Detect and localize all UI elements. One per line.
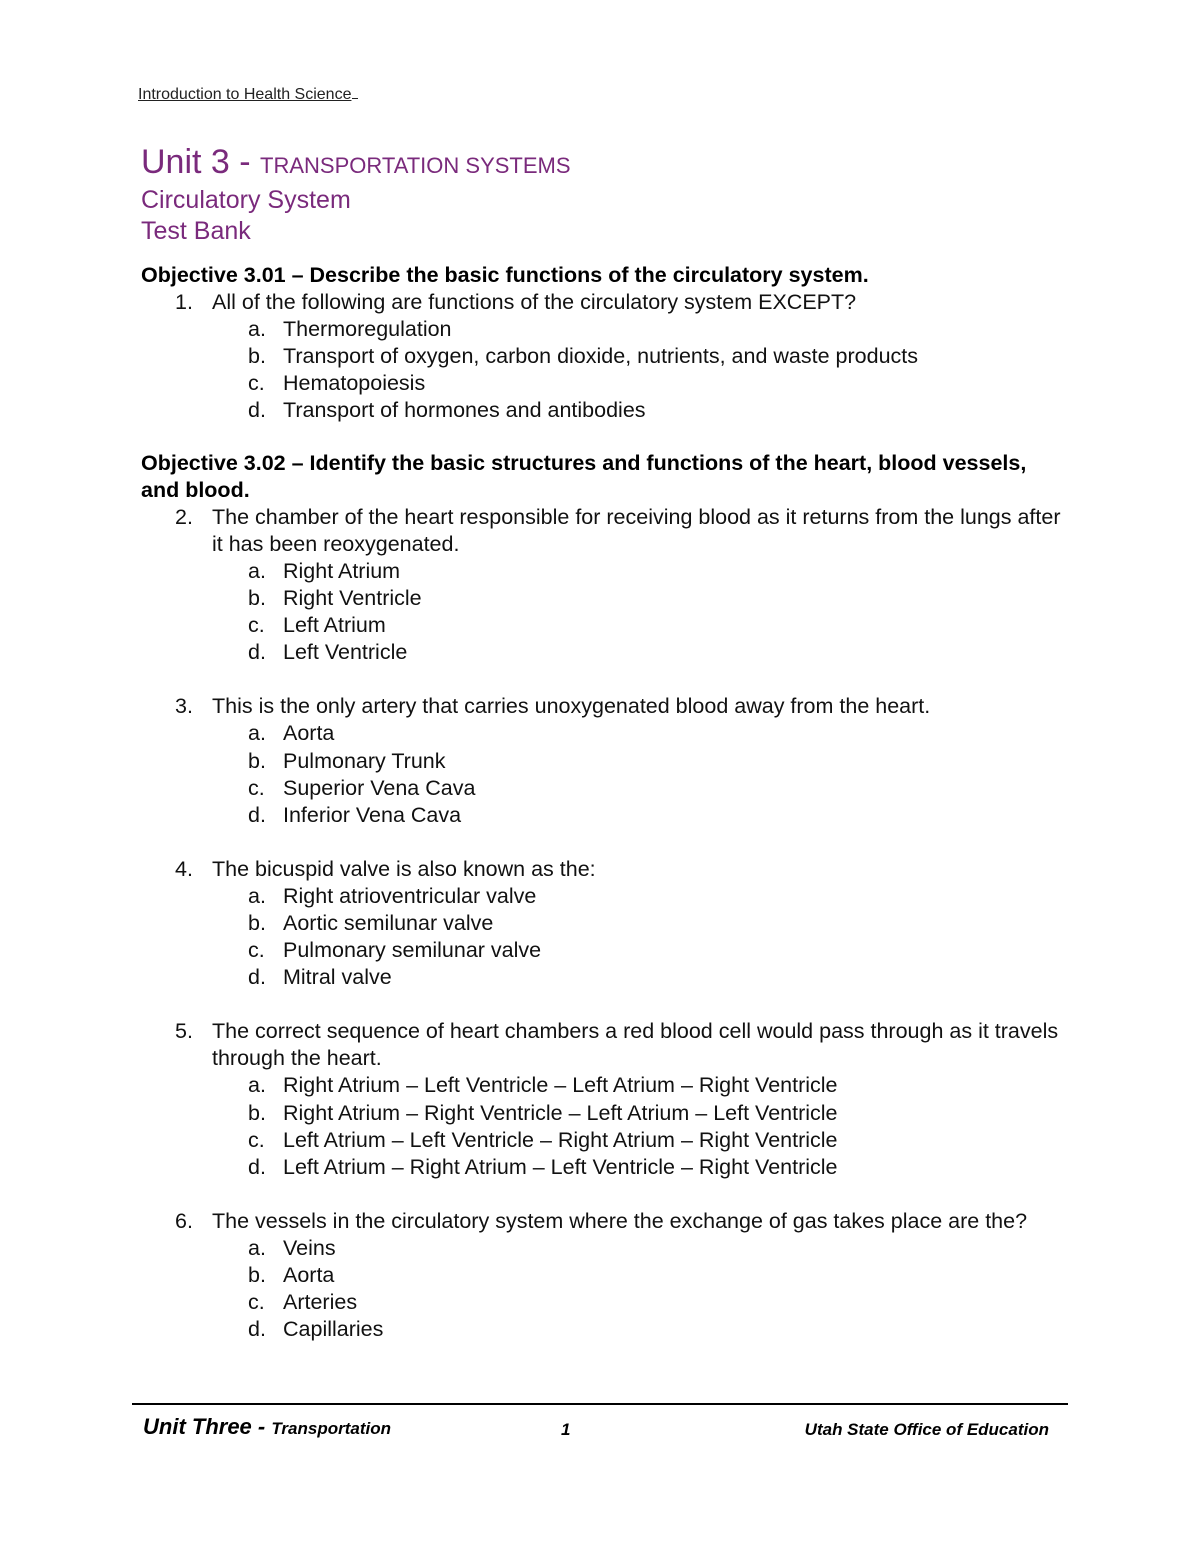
answer-options (212, 1235, 1061, 1343)
option-text: Left Ventricle (283, 640, 408, 665)
footer-divider (132, 1403, 1068, 1405)
answer-option (212, 612, 1061, 639)
answer-option (212, 1154, 1061, 1181)
option-text: Aorta (283, 721, 335, 746)
answer-option (212, 910, 1061, 937)
answer-option (212, 1262, 1061, 1289)
answer-options (212, 558, 1061, 666)
option-text: Aorta (283, 1263, 335, 1287)
option-text: Arteries (283, 1290, 358, 1315)
question (141, 1018, 1061, 1181)
footer-unit-sub: Transportation (271, 1419, 391, 1438)
answer-option (212, 775, 1061, 802)
page-number: 1 (561, 1420, 571, 1439)
answer-option (212, 585, 1061, 612)
footer-unit-name: Unit Three - (143, 1414, 272, 1439)
question (141, 1208, 1061, 1343)
option-letter: b. (248, 748, 266, 773)
option-text: Left Atrium (283, 613, 386, 638)
answer-option (212, 748, 1061, 775)
answer-option (212, 397, 1061, 424)
option-letter: a. (248, 1235, 266, 1260)
test-bank-content (141, 262, 1061, 1343)
option-text: Pulmonary semilunar valve (283, 938, 542, 963)
answer-option (212, 639, 1061, 666)
question-number: 3. (175, 694, 193, 719)
option-letter: c. (248, 371, 265, 396)
test-bank-title: Test Bank (141, 217, 251, 245)
option-letter: c. (248, 938, 265, 963)
option-text: Right Atrium (283, 558, 401, 583)
option-letter: d. (248, 802, 266, 827)
question-number: 2. (175, 504, 193, 529)
objective-heading: Objective 3.01 – Describe the basic functions of the circulatory system. (141, 263, 869, 287)
option-text: Right Atrium – Left Ventricle – Left Atrium – Right Ventricle (283, 1073, 838, 1098)
answer-option (212, 964, 1061, 991)
answer-option (212, 937, 1061, 964)
footer-unit (143, 1414, 391, 1440)
answer-option (212, 883, 1061, 910)
option-text: Left Atrium – Right Atrium – Left Ventricle – Right Ventricle (283, 1154, 838, 1179)
footer-publisher: Utah State Office of Education (804, 1420, 1049, 1439)
option-letter: b. (248, 1263, 266, 1287)
option-text: Right Ventricle (283, 586, 422, 611)
option-letter: c. (248, 775, 265, 800)
question-text: All of the following are functions of the circulatory system EXCEPT? (212, 290, 857, 315)
answer-options (212, 316, 1061, 424)
answer-options (212, 883, 1061, 991)
option-text: Left Atrium – Left Ventricle – Right Atrium – Right Ventricle (283, 1127, 838, 1152)
answer-option (212, 316, 1061, 343)
question-text: The bicuspid valve is also known as the: (212, 856, 596, 881)
option-text: Transport of oxygen, carbon dioxide, nutrients, and waste products (283, 344, 919, 369)
question (141, 504, 1061, 667)
question-text: The chamber of the heart responsible for receiving blood as it returns from the lungs after it has been reoxygenated. (212, 504, 1061, 556)
option-text: Hematopoiesis (283, 371, 426, 396)
option-letter: a. (248, 721, 266, 746)
answer-options (212, 1072, 1061, 1180)
question-text: The vessels in the circulatory system where the exchange of gas takes place are the? (212, 1208, 1028, 1233)
course-title: Introduction to Health Science (138, 86, 358, 104)
option-letter: c. (248, 1290, 265, 1315)
question-number: 4. (175, 856, 193, 881)
option-letter: b. (248, 344, 266, 369)
option-text: Thermoregulation (283, 317, 452, 342)
option-letter: c. (248, 613, 265, 638)
question (141, 289, 1061, 424)
unit-name: TRANSPORTATION SYSTEMS (260, 153, 571, 178)
answer-option (212, 558, 1061, 585)
question (141, 856, 1061, 991)
option-letter: b. (248, 586, 266, 611)
objective-heading: Objective 3.02 – Identify the basic structures and functions of the heart, blood vessels, and blood. (141, 450, 1027, 502)
option-letter: d. (248, 640, 266, 665)
option-letter: d. (248, 1154, 266, 1179)
option-text: Right atrioventricular valve (283, 883, 537, 908)
question-text: This is the only artery that carries unoxygenated blood away from the heart. (212, 694, 931, 719)
option-letter: a. (248, 317, 266, 342)
option-letter: d. (248, 965, 266, 990)
answer-option (212, 802, 1061, 829)
answer-option (212, 343, 1061, 370)
unit-heading (141, 143, 571, 182)
option-text: Inferior Vena Cava (283, 802, 462, 827)
answer-option (212, 1072, 1061, 1099)
option-letter: d. (248, 398, 266, 423)
option-letter: c. (248, 1127, 265, 1152)
question-number: 6. (175, 1208, 193, 1233)
question-number: 1. (175, 290, 193, 315)
option-text: Capillaries (283, 1317, 384, 1342)
answer-option (212, 1316, 1061, 1343)
option-text: Right Atrium – Right Ventricle – Left Atrium – Left Ventricle (283, 1100, 838, 1125)
option-letter: a. (248, 1073, 266, 1098)
option-letter: d. (248, 1317, 266, 1342)
answer-option (212, 1235, 1061, 1262)
answer-option (212, 1289, 1061, 1316)
option-text: Veins (283, 1235, 336, 1260)
question-number: 5. (175, 1019, 193, 1044)
answer-option (212, 1127, 1061, 1154)
answer-options (212, 720, 1061, 828)
question-text: The correct sequence of heart chambers a red blood cell would pass through as it travels through the heart. (212, 1019, 1059, 1071)
option-text: Aortic semilunar valve (283, 910, 494, 935)
answer-option (212, 1100, 1061, 1127)
option-letter: a. (248, 558, 266, 583)
option-letter: a. (248, 883, 266, 908)
option-text: Mitral valve (283, 965, 392, 990)
system-title: Circulatory System (141, 186, 351, 214)
answer-option (212, 720, 1061, 747)
option-letter: b. (248, 910, 266, 935)
option-text: Pulmonary Trunk (283, 748, 446, 773)
option-text: Superior Vena Cava (283, 775, 476, 800)
option-text: Transport of hormones and antibodies (283, 398, 646, 423)
answer-option (212, 370, 1061, 397)
option-letter: b. (248, 1100, 266, 1125)
unit-number: Unit 3 - (141, 143, 261, 181)
question (141, 693, 1061, 828)
